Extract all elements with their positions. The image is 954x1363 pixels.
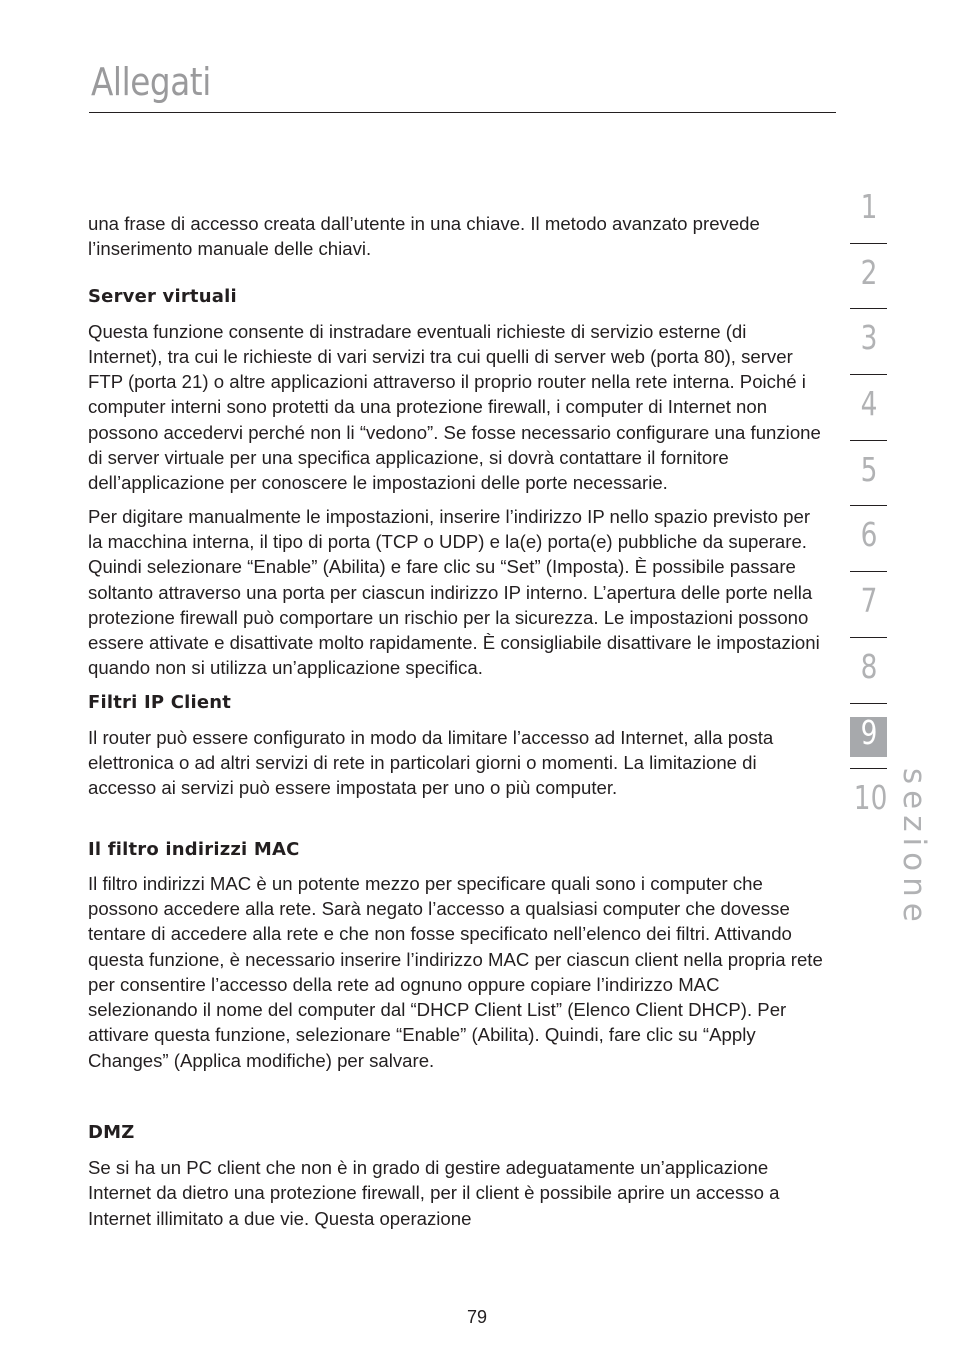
section-number: 5 (860, 449, 878, 489)
section-number: 10 (853, 778, 888, 818)
section-number: 3 (860, 318, 878, 358)
section-nav-item-7[interactable] (850, 572, 888, 638)
section-number: 2 (860, 252, 878, 292)
section-nav-item-8[interactable] (850, 638, 888, 704)
paragraph-dmz: Se si ha un PC client che non è in grado di gestire adeguatamente un’applicazione Internet da dietro una protezione firewall, per il client è possibile aprire un accesso a Internet illimitato a due vie. Questa operazione (88, 1157, 780, 1229)
section-nav-item-4[interactable] (850, 375, 888, 441)
page-title: Allegati (91, 60, 211, 104)
section-nav (850, 178, 888, 835)
title-divider (89, 112, 836, 113)
section-nav-item-1[interactable] (850, 178, 888, 244)
section-nav-item-6[interactable] (850, 506, 888, 572)
main-content (88, 211, 823, 1231)
section-label-text: sezione (896, 768, 932, 928)
section-number: 7 (860, 581, 878, 621)
intro-paragraph: una frase di accesso creata dall’utente in una chiave. Il metodo avanzato prevede l’inserimento manuale delle chiavi. (88, 213, 760, 260)
paragraph-filtri-ip-client: Il router può essere configurato in modo da limitare l’accesso ad Internet, alla posta elettronica o ad altri servizi di rete in particolari giorni o momenti. La limitazione di accesso ai servizi può essere impostata per uno o più computer. (88, 726, 774, 799)
section-number: 4 (860, 384, 878, 424)
section-number-active: 9 (860, 712, 878, 752)
section-number: 6 (860, 515, 878, 555)
paragraph-server-virtuali-2: Per digitare manualmente le impostazioni, inserire l’indirizzo IP nello spazio previsto per la macchina interna, il tipo di porta (TCP o UDP) e la(e) porta(e) pubbliche da superare. Quindi selezionare “Enable” (Abilita) e fare clic su “Set” (Imposta). È possibile passare soltanto attraverso una porta per ciascun indirizzo IP interno. L’apertura delle porte nella protezione firewall può comportare un rischio per la sicurezza. Le impostazioni possono essere attivate e disattivate molto rapidamente. È consigliabile disattivare le impostazioni quando non si utilizza un’applicazione specifica. (88, 505, 820, 679)
paragraph-filtro-mac: Il filtro indirizzi MAC è un potente mezzo per specificare quali sono i computer che possono accedere alla rete. Sarà negato l’accesso a qualsiasi computer che dovesse tentare di accedere alla rete e che non fosse specificato nell’elenco dei filtri. Attivando questa funzione, è necessario inserire l’indirizzo MAC per ciascun client nella propria rete per consentire l’accesso della rete ad ognuno oppure copiare l’indirizzo MAC selezionando il nome del computer dal “DHCP Client List” (Elenco Client DHCP). Per attivare questa funzione, selezionare “Enable” (Abilita). Quindi, fare clic su “Apply Changes” (Applica modifiche) per salvare. (88, 872, 823, 1071)
section-number: 8 (860, 646, 878, 686)
heading-dmz: DMZ (88, 1122, 135, 1144)
section-nav-item-5[interactable] (850, 441, 888, 507)
section-nav-item-10[interactable] (850, 769, 888, 835)
heading-filtro-mac: Il filtro indirizzi MAC (88, 838, 300, 860)
paragraph-server-virtuali-1: Questa funzione consente di instradare eventuali richieste di servizio esterne (di Internet), tra cui le richieste di vari servizi tra cui quelli di server web (porta 80), server FTP (porta 21) o altre applicazioni attraverso il proprio router nella rete interna. Poiché i computer interni sono protetti da una protezione firewall, i computer di Internet non possono accedervi perché non li “vedono”. Se fosse necessario configurare una funzione di server virtuale per una specifica applicazione, si dovrà contattare il fornitore dell’applicazione per conoscere le impostazioni delle porte necessarie. (88, 320, 821, 494)
heading-filtri-ip-client: Filtri IP Client (88, 691, 232, 713)
section-nav-item-2[interactable] (850, 244, 888, 310)
section-nav-item-3[interactable] (850, 309, 888, 375)
section-nav-item-9[interactable] (850, 704, 888, 770)
heading-server-virtuali: Server virtuali (88, 285, 237, 307)
section-number: 1 (860, 187, 878, 226)
page-number: 79 (466, 1307, 488, 1327)
section-label-vertical (892, 768, 932, 928)
